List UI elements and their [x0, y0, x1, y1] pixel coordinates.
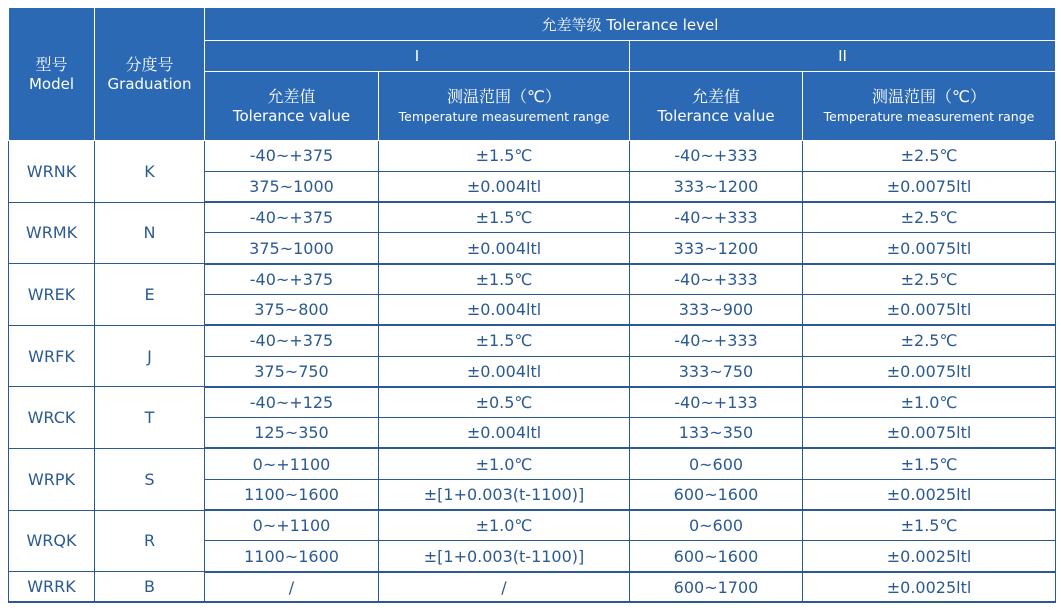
graduation-header-zh: 分度号 [125, 54, 174, 74]
class-1-range-cell: / [379, 572, 630, 603]
range-zh: 测温范围（℃） [447, 86, 561, 106]
table-row [9, 448, 1056, 479]
class-2-range-cell: ±2.5℃ [803, 325, 1056, 356]
class-1-tolerance-cell: 1100~1600 [205, 479, 379, 510]
model-cell: WRRK [9, 572, 95, 603]
class-2-tolerance-cell: 0~600 [630, 448, 803, 479]
class-2-range-cell: ±0.0075ltl [803, 171, 1056, 202]
class-1-tolerance-cell: 1100~1600 [205, 541, 379, 572]
class-2-range-cell: ±1.5℃ [803, 510, 1056, 541]
class-1-range-cell: ±1.0℃ [379, 448, 630, 479]
class-2-tolerance-header [630, 72, 803, 141]
class-1-range-cell: ±0.004ltl [379, 171, 630, 202]
class-2-tolerance-cell: 600~1600 [630, 541, 803, 572]
class-1-tolerance-cell: -40~+375 [205, 141, 379, 172]
class-2-range-cell: ±2.5℃ [803, 264, 1056, 295]
table-row [9, 325, 1056, 356]
class-2-range-cell: ±0.0075ltl [803, 294, 1056, 325]
class-2-range-cell: ±0.0075ltl [803, 233, 1056, 264]
class-1-range-cell: ±0.004ltl [379, 356, 630, 387]
class-2-range-cell: ±0.0025ltl [803, 541, 1056, 572]
class-2-range-cell: ±1.0℃ [803, 387, 1056, 418]
graduation-cell: R [95, 510, 205, 572]
class-1-tolerance-header [205, 72, 379, 141]
class-2-tolerance-cell: -40~+333 [630, 141, 803, 172]
class-2-tolerance-cell: 333~750 [630, 356, 803, 387]
class-1-header: I [205, 41, 630, 72]
class-1-tolerance-cell: 375~750 [205, 356, 379, 387]
graduation-header-en: Graduation [107, 74, 192, 93]
table-header [9, 8, 1056, 141]
class-1-tolerance-cell: -40~+125 [205, 387, 379, 418]
class-2-header: II [630, 41, 1056, 72]
class-1-range-cell: ±0.004ltl [379, 233, 630, 264]
tolerance-value-en: Tolerance value [657, 106, 775, 125]
model-cell: WRPK [9, 448, 95, 510]
class-1-tolerance-cell: / [205, 572, 379, 603]
class-1-tolerance-cell: 375~1000 [205, 171, 379, 202]
class-2-tolerance-cell: 133~350 [630, 418, 803, 449]
tolerance-value-en: Tolerance value [232, 106, 351, 125]
model-header-en: Model [28, 74, 75, 93]
graduation-cell: S [95, 448, 205, 510]
table-row [9, 510, 1056, 541]
table-row [9, 387, 1056, 418]
table-row [9, 572, 1056, 603]
class-2-range-cell: ±2.5℃ [803, 202, 1056, 233]
class-1-range-cell: ±[1+0.003(t-1100)] [379, 541, 630, 572]
table-row [9, 264, 1056, 295]
class-2-tolerance-cell: -40~+333 [630, 264, 803, 295]
model-cell: WREK [9, 264, 95, 326]
table-body [9, 141, 1056, 603]
class-2-tolerance-cell: -40~+133 [630, 387, 803, 418]
class-1-tolerance-cell: 0~+1100 [205, 510, 379, 541]
table-row [9, 141, 1056, 172]
class-1-range-cell: ±1.5℃ [379, 325, 630, 356]
table-row [9, 202, 1056, 233]
model-header [9, 8, 95, 141]
class-2-range-header [803, 72, 1056, 141]
model-cell: WRQK [9, 510, 95, 572]
class-1-range-cell: ±0.004ltl [379, 418, 630, 449]
graduation-cell: J [95, 325, 205, 387]
graduation-cell: B [95, 572, 205, 603]
class-1-tolerance-cell: -40~+375 [205, 325, 379, 356]
graduation-cell: K [95, 141, 205, 203]
graduation-cell: N [95, 202, 205, 264]
tolerance-value-zh: 允差值 [267, 86, 316, 106]
model-cell: WRNK [9, 141, 95, 203]
class-2-tolerance-cell: 333~1200 [630, 171, 803, 202]
class-2-tolerance-cell: 333~1200 [630, 233, 803, 264]
class-1-tolerance-cell: 375~1000 [205, 233, 379, 264]
class-1-tolerance-cell: 125~350 [205, 418, 379, 449]
class-1-range-cell: ±[1+0.003(t-1100)] [379, 479, 630, 510]
class-2-tolerance-cell: 333~900 [630, 294, 803, 325]
class-2-range-cell: ±2.5℃ [803, 141, 1056, 172]
class-1-range-cell: ±1.5℃ [379, 264, 630, 295]
range-zh: 测温范围（℃） [872, 86, 987, 106]
class-1-range-cell: ±1.5℃ [379, 141, 630, 172]
class-1-tolerance-cell: -40~+375 [205, 202, 379, 233]
class-2-range-cell: ±0.0075ltl [803, 356, 1056, 387]
class-2-range-cell: ±0.0075ltl [803, 418, 1056, 449]
range-en: Temperature measurement range [823, 108, 1035, 124]
tolerance-table-container [8, 7, 1055, 603]
tolerance-level-header: 允差等级 Tolerance level [205, 8, 1056, 41]
class-2-tolerance-cell: 600~1700 [630, 572, 803, 603]
class-1-range-cell: ±1.0℃ [379, 510, 630, 541]
model-cell: WRMK [9, 202, 95, 264]
graduation-cell: T [95, 387, 205, 449]
class-1-range-cell: ±1.5℃ [379, 202, 630, 233]
model-header-zh: 型号 [35, 54, 68, 74]
class-2-tolerance-cell: 600~1600 [630, 479, 803, 510]
tolerance-value-zh: 允差值 [691, 86, 740, 106]
class-1-tolerance-cell: -40~+375 [205, 264, 379, 295]
model-cell: WRFK [9, 325, 95, 387]
class-1-range-header [379, 72, 630, 141]
class-2-tolerance-cell: -40~+333 [630, 202, 803, 233]
model-cell: WRCK [9, 387, 95, 449]
class-2-range-cell: ±0.0025ltl [803, 572, 1056, 603]
class-2-tolerance-cell: -40~+333 [630, 325, 803, 356]
class-1-tolerance-cell: 375~800 [205, 294, 379, 325]
range-en: Temperature measurement range [398, 108, 610, 124]
class-2-tolerance-cell: 0~600 [630, 510, 803, 541]
class-2-range-cell: ±1.5℃ [803, 448, 1056, 479]
class-2-range-cell: ±0.0025ltl [803, 479, 1056, 510]
tolerance-table [8, 7, 1056, 603]
class-1-range-cell: ±0.5℃ [379, 387, 630, 418]
class-1-tolerance-cell: 0~+1100 [205, 448, 379, 479]
graduation-header [95, 8, 205, 141]
graduation-cell: E [95, 264, 205, 326]
class-1-range-cell: ±0.004ltl [379, 294, 630, 325]
